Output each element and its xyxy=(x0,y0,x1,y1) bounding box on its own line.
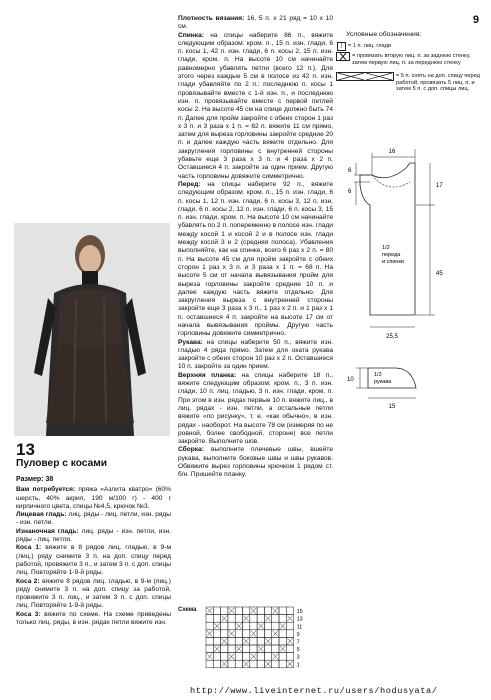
middle-column-text xyxy=(178,15,333,480)
cable3-text: вяжите по схеме. На схеме приведены только лиц. ряды, в изн. рядах петли вяжите изн. xyxy=(16,610,171,627)
chart-cell xyxy=(257,607,264,615)
chart-label: Схема xyxy=(178,607,197,613)
chart-cell xyxy=(221,607,228,615)
chart-cross-symbol xyxy=(236,623,241,629)
cable1-label: Коса 1: xyxy=(16,544,42,552)
cable-1 xyxy=(16,544,171,577)
chart-cell xyxy=(243,607,250,615)
label-and-back: и спинки xyxy=(382,259,404,265)
chart-cell xyxy=(243,653,250,661)
chart-cell xyxy=(235,607,242,615)
cable1-text: вяжите в 8 рядов лиц. гладью, в 9-м (лиц.) ряду снимите 3 п. на доп. спицу перед работой, провяжите 3 п., и затем 3 п. с доп. спицы лиц. Повторяйте 1-9-й ряды. xyxy=(16,544,171,577)
cable-2 xyxy=(16,578,171,611)
dim-45: 45 xyxy=(436,271,443,277)
chart-cross-symbol xyxy=(287,616,292,622)
chart-cell xyxy=(286,645,293,653)
legend-title: Условные обозначения: xyxy=(346,31,422,38)
legend-symbol-2 xyxy=(336,52,350,61)
chart-cell xyxy=(243,622,250,630)
chart-cell xyxy=(279,615,286,623)
assembly-text: выполните плечевые швы, вшейте рукава, выполните боковые швы и швы рукавов. Обвяжите вырез горловины крючком 1 рядом ст. б/н. Пришейте планку. xyxy=(178,446,333,479)
gauge-text: 16, 5 п. х 21 ряд = 10 х 10 см. xyxy=(178,15,333,31)
page-number: 9 xyxy=(472,14,479,26)
assembly-label: Сборка: xyxy=(178,446,204,454)
chart-cross-symbol xyxy=(258,646,263,652)
chart-cross-symbol xyxy=(251,608,256,614)
chart-cross-symbol xyxy=(244,638,249,644)
chart-cell xyxy=(228,660,235,668)
gauge-label: Плотность вязания: xyxy=(178,15,245,22)
pattern-number: 13 xyxy=(16,440,35,459)
purl-text: лиц. ряды - изн. петли, изн. ряды - лиц. петли. xyxy=(16,527,171,544)
chart-cell xyxy=(213,615,220,623)
chart-cell xyxy=(213,607,220,615)
knitting-chart xyxy=(204,606,314,671)
dim-17: 17 xyxy=(436,183,443,189)
chart-cell xyxy=(235,637,242,645)
chart-cell xyxy=(243,630,250,638)
chart-cell xyxy=(272,645,279,653)
chart-cross-symbol xyxy=(207,608,212,614)
chart-cross-symbol xyxy=(214,623,219,629)
chart-cell xyxy=(250,645,257,653)
chart-cross-symbol xyxy=(236,646,241,652)
chart-cross-symbol xyxy=(229,608,234,614)
chart-row-number: 5 xyxy=(296,647,300,654)
front-text: на спицы наберите 92 п., вяжите следующим образом: кром. п., 15 п. изн. глади, 6 п. косы 1, 12 п. изн. глади, 6 п. косы 3, 12 п. изн. глади, 6 п. косы 2, 12 п. изн. глади, 6 п. косы 3, 15 п. изн. глади, кром. п. На высоте 10 см начинайте убавлять по 2 п. попеременно в полосе изн. глади между косой 1 и косой 2 и в полосе изн. глади между косой 3 и 2 (средняя полоса). Убавления выполняйте, как на спинке, всего 6 раз х 2 п. = 80 п. На высоте 45 см для пройм закройте с обеих сторон 1 раз х 3 п. и 3 раза х 1 п. = 68 п. На высоте 5 см от начала вывязывания пройм для выреза горловины закройте средние 10 п. и далее каждую часть вяжите отдельно. Для закругления выреза с внутренней стороны закройте еще 3 раза х 3 п., 1 раз х 2 п. и 1 раз х 1 п. оставшиеся 4 п. закройте на высоте 17 см от начала вывязывания проймы. Другую часть горловины довяжите симметрично. xyxy=(178,180,333,338)
chart-cross-symbol xyxy=(244,661,249,667)
cable2-text: вяжите 8 рядов лиц. гладью, в 9-м (лиц.) ряду снимите 3 п. на доп. спицу за работой, провяжите 3 п. лиц., и затем 3 п. с доп. спицы лиц. Повторяйте 1-9-й ряды. xyxy=(16,577,171,610)
chart-cross-symbol xyxy=(207,631,212,637)
chart-cell xyxy=(286,607,293,615)
chart-cross-symbol xyxy=(273,608,278,614)
chart-cell xyxy=(279,653,286,661)
chart-cell xyxy=(228,645,235,653)
chart-cell xyxy=(206,645,213,653)
cable3-label: Коса 3: xyxy=(16,610,41,618)
chart-cell xyxy=(235,653,242,661)
chart-cross-symbol xyxy=(265,661,270,667)
purl-stitch xyxy=(16,528,171,545)
chart-cell xyxy=(206,660,213,668)
chart-cross-symbol xyxy=(258,623,263,629)
left-column-text xyxy=(16,476,171,627)
chart-cross-symbol xyxy=(214,646,219,652)
chart-cell xyxy=(286,630,293,638)
size-line xyxy=(16,476,171,484)
front-label: Перед: xyxy=(178,180,201,188)
chart-row-number: 15 xyxy=(296,609,303,616)
chart-cell xyxy=(272,615,279,623)
chart-cell xyxy=(250,637,257,645)
purl-label: Изнаночная гладь: xyxy=(16,527,79,535)
chart-cell xyxy=(228,622,235,630)
chart-cross-symbol xyxy=(280,646,285,652)
gauge xyxy=(178,15,333,32)
legend-item-3: = 5 п. снять на доп. спицу перед работой, провязать 5 лиц. п. и затем 5 п. с доп. спицы лиц. xyxy=(396,73,480,93)
sleeve-section xyxy=(178,339,333,372)
legend-item-2: = провязать вторую лиц. п. за заднюю стенку, затем первую лиц. п. за переднюю стенку xyxy=(352,53,471,66)
chart-cell xyxy=(250,615,257,623)
chart-row-number: 7 xyxy=(296,639,300,646)
chart-cross-symbol xyxy=(222,661,227,667)
cable2-label: Коса 2: xyxy=(16,577,40,585)
chart-row-number: 9 xyxy=(296,631,300,638)
chart-cell xyxy=(257,660,264,668)
chart-cell xyxy=(272,637,279,645)
sleeve-text: на спицы наберите 50 п., вяжите изн. гладью 4 ряда прямо. Затем для оката рукава закройте с обеих сторон 10 раз х 2 п. Оставшиеся 10 п. закройте за один прием. xyxy=(178,338,333,371)
chart-cell xyxy=(213,660,220,668)
chart-cell xyxy=(206,615,213,623)
chart-cell xyxy=(279,660,286,668)
chart-cross-symbol xyxy=(222,638,227,644)
dim-6b: 6 xyxy=(348,189,352,195)
chart-cell xyxy=(235,615,242,623)
chart-cell xyxy=(221,653,228,661)
dim-16: 16 xyxy=(388,149,396,155)
chart-cross-symbol xyxy=(287,638,292,644)
face-text: лиц. ряды - лиц. петли, изн. ряды - изн. петли. xyxy=(16,511,171,527)
chart-cross-symbol xyxy=(222,616,227,622)
chart-cross-symbol xyxy=(251,654,256,660)
materials-text: пряжа «Азлита кватро» (60% шерсть, 40% акрил, 190 м/100 г) - 400 г кирпичного цвета, спицы №4,5, крючок №3. xyxy=(16,486,171,510)
chart-cell xyxy=(213,637,220,645)
garment-schematic xyxy=(340,135,480,360)
label-front: переда xyxy=(382,252,401,258)
chart-cell xyxy=(221,630,228,638)
chart-cell xyxy=(228,615,235,623)
chart-row-number: 11 xyxy=(296,624,303,631)
chart-cell xyxy=(250,660,257,668)
legend-item-1: = 1 п. лиц. глади xyxy=(348,43,392,49)
face-stitch xyxy=(16,511,171,528)
model-photo xyxy=(14,223,170,436)
chart-cross-symbol xyxy=(229,654,234,660)
chart-cell xyxy=(221,645,228,653)
chart-cell xyxy=(213,653,220,661)
chart-cross-symbol xyxy=(273,631,278,637)
front-section xyxy=(178,181,333,339)
sleeve-label: Рукава: xyxy=(178,338,203,346)
face-label: Лицевая гладь: xyxy=(16,511,67,519)
chart-cell xyxy=(206,637,213,645)
pattern-title: Пуловер с косами xyxy=(16,458,108,469)
chart-row-number: 1 xyxy=(296,662,300,669)
size-label: Размер: xyxy=(16,476,44,483)
chart-cell xyxy=(228,637,235,645)
chart-cross-symbol xyxy=(265,638,270,644)
chart-row-number: 13 xyxy=(296,616,303,623)
chart-cross-symbol xyxy=(251,631,256,637)
chart-cell xyxy=(279,630,286,638)
chart-cross-symbol xyxy=(287,661,292,667)
chart-cross-symbol xyxy=(280,623,285,629)
chart-cell xyxy=(257,630,264,638)
chart-cell xyxy=(235,660,242,668)
chart-cell xyxy=(257,615,264,623)
legend-symbol-1: | xyxy=(337,42,346,51)
chart-cross-symbol xyxy=(273,654,278,660)
chart-cross-symbol xyxy=(244,616,249,622)
chart-cross-symbol xyxy=(207,654,212,660)
chart-cell xyxy=(264,622,271,630)
chart-cell xyxy=(264,653,271,661)
source-url: http://www.liveinternet.ru/users/hodusyata/ xyxy=(190,686,438,696)
dim-6a: 6 xyxy=(348,168,352,174)
cable-3 xyxy=(16,611,171,628)
band-text: на спицы наберите 18 п., вяжите следующим образом: кром. п., 3 п. изн. глади, 10 п. лиц. гладью, 3 п. изн. глади, кром. п. При этом в изн. рядах первые 10 п. вяжите лиц., в лиц. рядах - изн. петли, а остальные петли вяжите «по рисунку», т. е. «как обычно», в изн. рядах - наоборот. На высоте 78 см (измеряя по не ровной, более свободной, стороне) все петли закройте. Выполните шов. xyxy=(178,371,333,446)
dim-10: 10 xyxy=(347,377,354,383)
chart-cell xyxy=(235,630,242,638)
chart-cell xyxy=(243,645,250,653)
back-section xyxy=(178,32,333,181)
chart-cell xyxy=(250,622,257,630)
chart-row-number: 3 xyxy=(296,654,300,661)
chart-cell xyxy=(221,622,228,630)
chart-cell xyxy=(264,645,271,653)
band-label: Верхняя планка: xyxy=(178,371,237,379)
dim-15: 15 xyxy=(388,404,396,410)
chart-cell xyxy=(264,630,271,638)
chart-cell xyxy=(257,637,264,645)
chart-cell xyxy=(286,653,293,661)
chart-cell xyxy=(257,653,264,661)
dim-25-5: 25,5 xyxy=(386,334,398,340)
chart-cell xyxy=(272,622,279,630)
sleeve-label: рукава xyxy=(374,379,392,385)
chart-cell xyxy=(272,660,279,668)
band-section xyxy=(178,372,333,447)
materials xyxy=(16,486,171,511)
label-half: 1/2 xyxy=(382,245,390,251)
back-label: Спинка: xyxy=(178,31,204,39)
sleeve-half: 1/2 xyxy=(374,372,382,378)
chart-cell xyxy=(206,622,213,630)
model-photo-illustration xyxy=(14,223,170,436)
chart-cell xyxy=(279,637,286,645)
back-text: на спицы наберите 86 п., вяжите следующим образом: кром. п., 15 п. изн. глади, 6 п. косы 1, 42 п. изн. глади, 6 п. косы 2, 15 п. изн. глади, кром. п. На высоте 10 см начинайте равномерно убавлять петли (всего 12 п.). Для этого через каждые 5 см в полосе из 42 п. изн. глади убавляйте по 2 п.: последнюю п. косы 1 провязывайте вместе с 1-й изн. п., и последнюю изн. п. провязывайте вместе с первой петлей косы 2. На высоте 45 см на спице должно быть 74 п. Далее для пройм закройте с обеих сторон 1 раз х 3 п. и 3 раза х 1 п. = 62 п. вяжите 11 см прямо, затем для выреза горловины закройте средние 20 п. и далее каждую часть вяжите отдельно. Для закругления горловины с внутренней стороны убавьте еще 3 раза х 3 п. и 4 раза х 2 п. Оставшиеся 4 п. закройте за один прием. Другую часть горловины довяжите симметрично. xyxy=(178,31,333,180)
chart-cell xyxy=(264,607,271,615)
size-value: 38 xyxy=(45,476,54,483)
legend-symbol-3 xyxy=(336,72,394,81)
sleeve-schematic xyxy=(340,360,480,422)
chart-cross-symbol xyxy=(265,616,270,622)
materials-label: Вам потребуется: xyxy=(16,486,76,494)
chart-cell xyxy=(213,630,220,638)
chart-cross-symbol xyxy=(229,631,234,637)
assembly-section xyxy=(178,446,333,479)
chart-cell xyxy=(286,622,293,630)
chart-cell xyxy=(279,607,286,615)
